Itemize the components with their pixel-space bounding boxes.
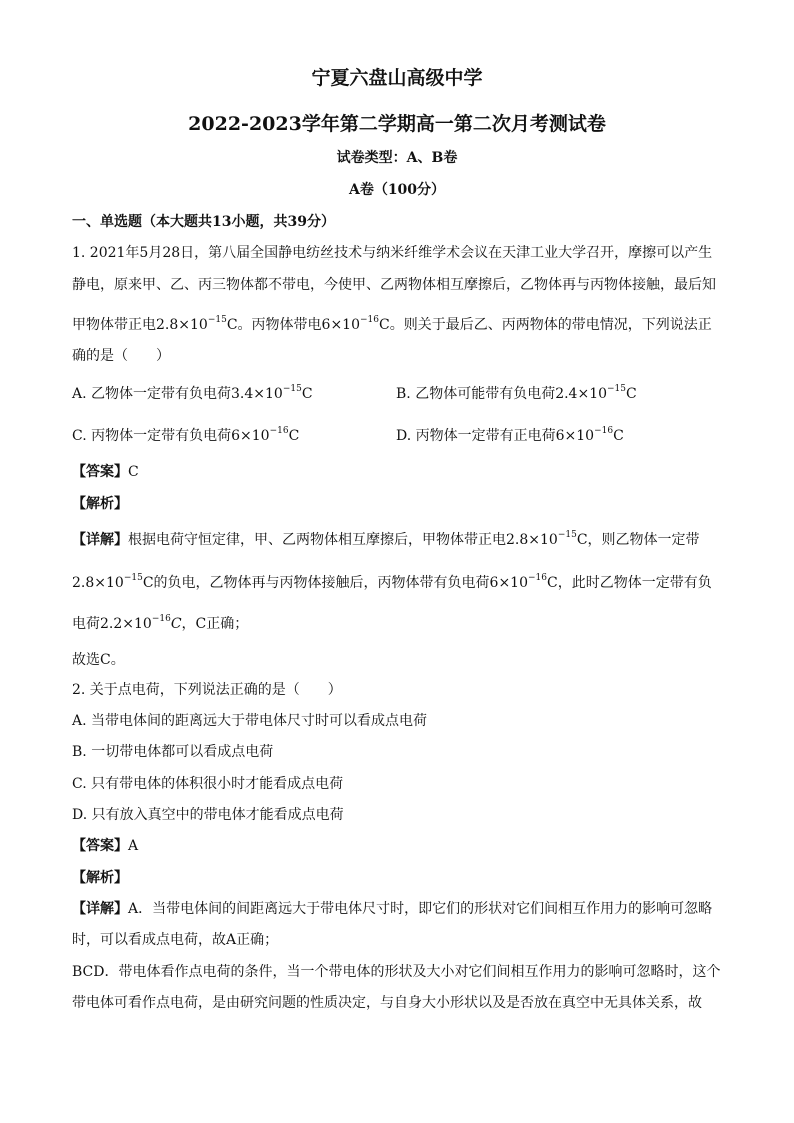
q1-stem-line4: 确的是（ ） xyxy=(72,348,170,364)
q1-option-b: B. 乙物体可能带有负电荷$2.4\times 10^{-15}C$ xyxy=(396,384,637,402)
formula: $2.8\times 10^{-15}C$ xyxy=(72,573,154,591)
q2-option-b: B. 一切带电体都可以看成点电荷 xyxy=(72,744,274,760)
q1-stem-line3: 甲物体带正电$2.8\times 10^{-15}C$。丙物体带电$6\times 10^{-16}C$。则关于最后乙、丙两物体的带电情况，下列说法正 xyxy=(72,315,712,333)
q1-option-a: A. 乙物体一定带有负电荷$3.4\times 10^{-15}C$ xyxy=(72,384,313,402)
q1-stem-line2: 静电，原来甲、乙、丙三物体都不带电，今使甲、乙两物体相互摩擦后，乙物体再与丙物体接触，最后知 xyxy=(72,277,716,293)
q2-analysis-label: 【解析】 xyxy=(72,870,128,886)
q1-options-ab xyxy=(72,384,722,404)
q1-analysis-label: 【解析】 xyxy=(72,496,128,512)
exam-title: 2022-2023学年第二学期高一第二次月考测试卷 xyxy=(188,113,606,135)
q1-stem-line1: 1. 2021年5月28日，第八届全国静电纺丝技术与纳米纤维学术会议在天津工业大学召开，摩擦可以产生 xyxy=(72,245,713,261)
q2-option-a: A. 当带电体间的距离远大于带电体尺寸时可以看成点电荷 xyxy=(72,713,428,729)
q2-detail-line4: 带电体可看作点电荷，是由研究问题的性质决定，与自身大小形状以及是否放在真空中无具体关系，故 xyxy=(72,995,702,1011)
q1-detail-line1: 【详解】根据电荷守恒定律，甲、乙两物体相互摩擦后，甲物体带正电$2.8\times 10^{-15}C$，则乙物体一定带 xyxy=(72,530,700,548)
q1-options-cd xyxy=(72,426,722,446)
q2-detail-line1: 【详解】A．当带电体间的间距离远大于带电体尺寸时，即它们的形状对它们间相互作用力的影响可忽略 xyxy=(72,901,713,917)
formula: $6\times 10^{-16}C$ xyxy=(321,315,390,333)
formula: $6\times 10^{-16}C$ xyxy=(489,573,558,591)
q1-conclusion: 故选C。 xyxy=(72,652,125,668)
q2-detail-line3: BCD．带电体看作点电荷的条件，当一个带电体的形状及大小对它们间相互作用力的影响可忽略时，这个 xyxy=(72,964,721,980)
q2-answer: 【答案】A xyxy=(72,838,139,854)
formula: $2.8\times 10^{-15}C$ xyxy=(506,530,588,548)
q1-answer: 【答案】C xyxy=(72,464,139,480)
q2-option-c: C. 只有带电体的体积很小时才能看成点电荷 xyxy=(72,776,344,792)
school-title: 宁夏六盘山高级中学 xyxy=(311,67,483,89)
q1-detail-line3: 电荷$2.2\times 10^{-16}C$，C正确； xyxy=(72,614,249,632)
q1-detail-line2: $2.8\times 10^{-15}C$的负电，乙物体再与丙物体接触后，丙物体带有负电荷$6\times 10^{-16}C$，此时乙物体一定带有负 xyxy=(72,573,712,591)
q1-option-d: D. 丙物体一定带有正电荷$6\times 10^{-16}C$ xyxy=(396,426,624,444)
formula: $2.2\times 10^{-16}C$ xyxy=(100,614,182,632)
q1-option-c: C. 丙物体一定带有负电荷$6\times 10^{-16}C$ xyxy=(72,426,300,444)
paper-type: 试卷类型：A、B卷 xyxy=(336,150,458,166)
q2-detail-line2: 时，可以看成点电荷，故A正确； xyxy=(72,932,279,948)
q2-option-d: D. 只有放入真空中的带电体才能看成点电荷 xyxy=(72,807,344,823)
q2-stem: 2. 关于点电荷，下列说法正确的是（ ） xyxy=(72,682,342,698)
section1-heading: 一、单选题（本大题共13小题，共39分） xyxy=(72,214,335,230)
section-a-title: A卷（100分） xyxy=(348,182,446,198)
formula: $2.8\times 10^{-15}C$ xyxy=(156,315,238,333)
